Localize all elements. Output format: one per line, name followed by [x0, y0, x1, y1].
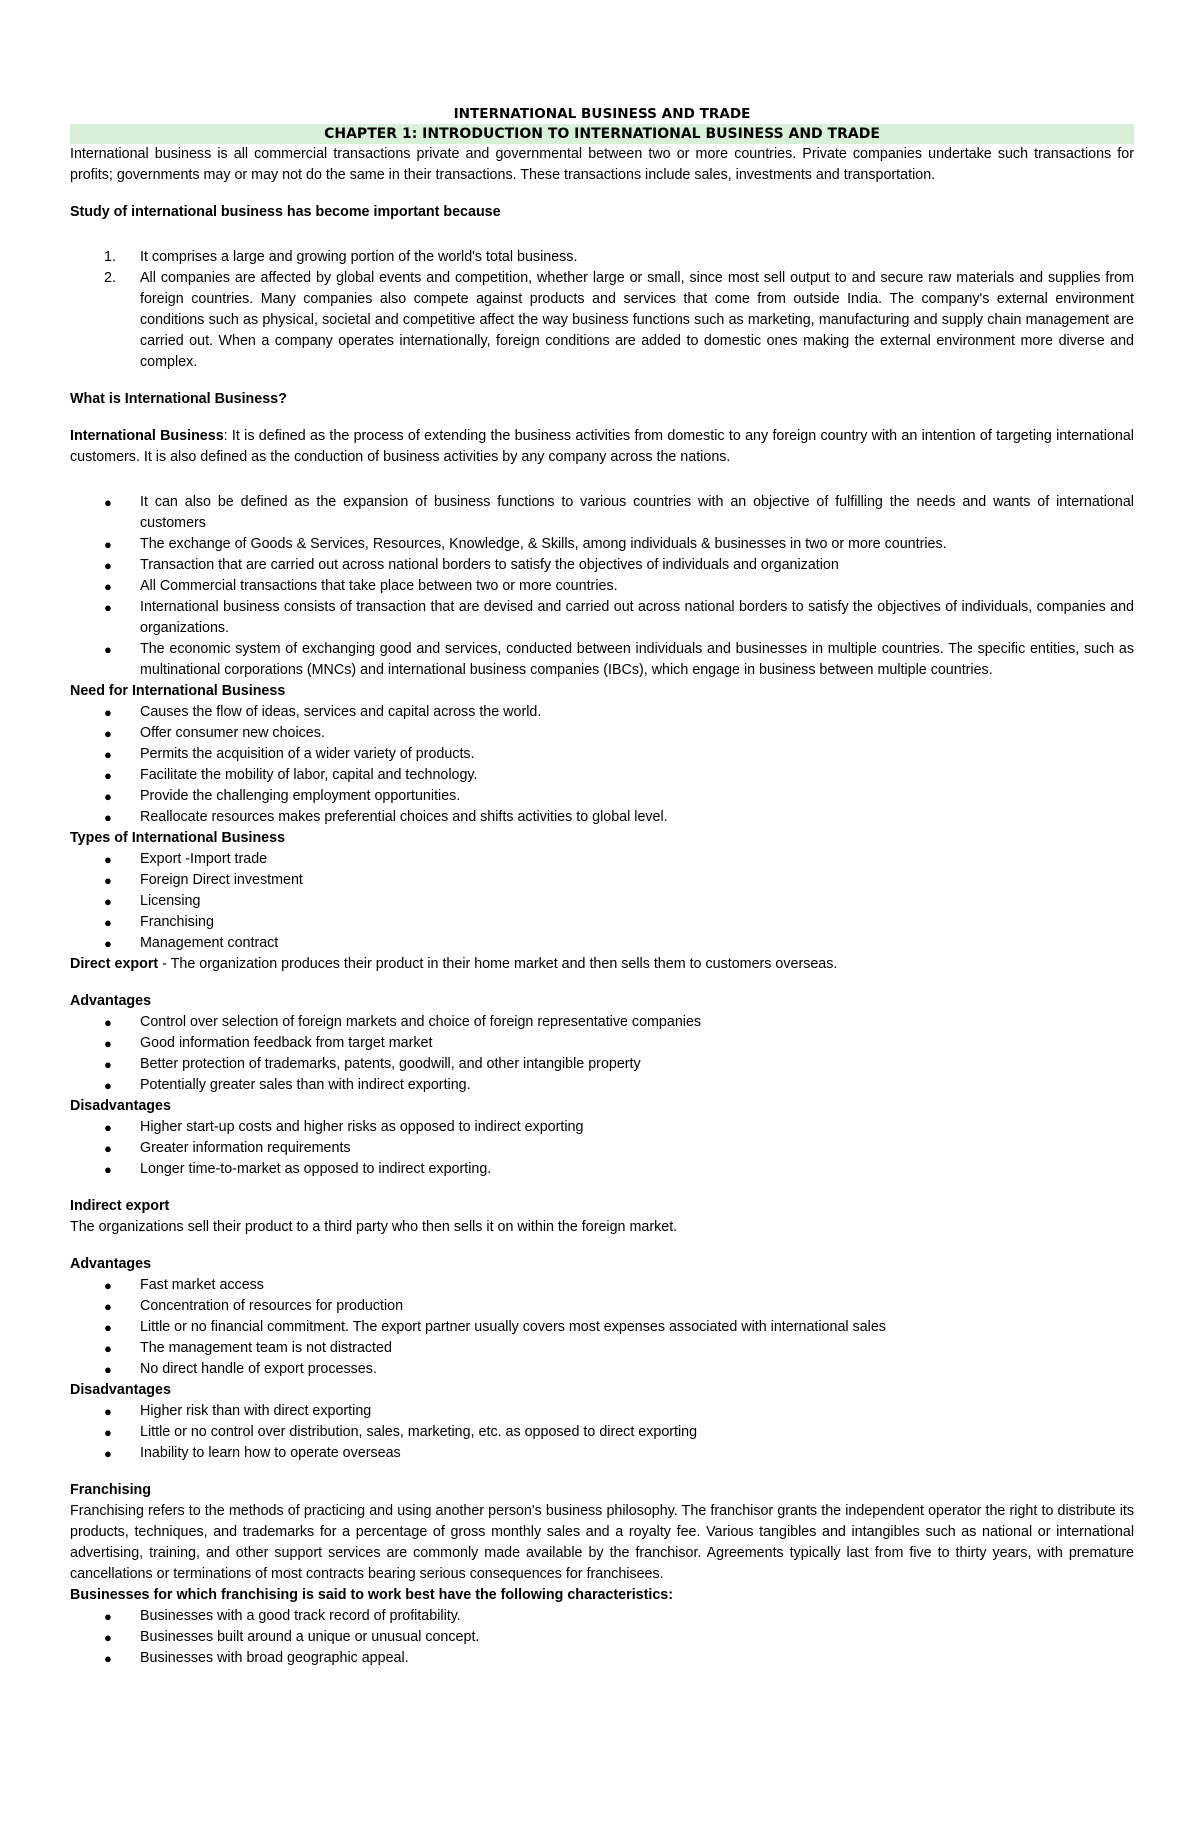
bullet-icon: ● — [104, 1078, 112, 1093]
list-item-text: Higher risk than with direct exporting — [140, 1403, 372, 1419]
list-item — [70, 849, 1134, 870]
list-item-text: No direct handle of export processes. — [140, 1361, 377, 1377]
indirect-disadvantages-bullets — [70, 1401, 1134, 1464]
list-item — [70, 1317, 1134, 1338]
list-item-text: Fast market access — [140, 1277, 264, 1293]
list-item — [70, 891, 1134, 912]
list-item — [70, 1401, 1134, 1422]
list-item-text: The management team is not distracted — [140, 1340, 392, 1356]
bullet-icon: ● — [104, 1299, 112, 1314]
list-item — [70, 1159, 1134, 1180]
list-item — [70, 1422, 1134, 1443]
bullet-icon: ● — [104, 1446, 112, 1461]
list-item-text: Licensing — [140, 893, 201, 909]
list-item — [70, 870, 1134, 891]
list-item-text: Permits the acquisition of a wider variety of products. — [140, 746, 475, 762]
list-item — [70, 1359, 1134, 1380]
list-item-text: Transaction that are carried out across national borders to satisfy the objectives of individuals and organization — [140, 557, 839, 573]
list-item-text: Little or no financial commitment. The export partner usually covers most expenses associated with international sales — [140, 1319, 886, 1335]
indirect-export-text: The organizations sell their product to a third party who then sells it on within the foreign market. — [70, 1219, 678, 1235]
bullet-icon: ● — [104, 1651, 112, 1666]
bullet-icon: ● — [104, 600, 112, 615]
list-item-text: It can also be defined as the expansion of business functions to various countries with an objective of fulfilling the needs and wants of international customers — [140, 494, 1134, 531]
bullet-icon: ● — [104, 1320, 112, 1335]
bullet-icon: ● — [104, 1341, 112, 1356]
bullet-icon: ● — [104, 936, 112, 951]
bullet-icon: ● — [104, 642, 112, 657]
list-item — [70, 1275, 1134, 1296]
list-item — [70, 912, 1134, 933]
list-number: 2. — [104, 270, 116, 286]
franchising-bullets — [70, 1606, 1134, 1669]
document-title: INTERNATIONAL BUSINESS AND TRADE — [453, 106, 751, 122]
bullet-icon: ● — [104, 1162, 112, 1177]
bullet-icon: ● — [104, 1630, 112, 1645]
list-item-text: Control over selection of foreign markets and choice of foreign representative companies — [140, 1014, 702, 1030]
list-item-text: International business consists of transaction that are devised and carried out across national borders to satisfy the objectives of individuals, companies and organizations. — [140, 599, 1134, 636]
intro-paragraph: International business is all commercial transactions private and governmental between two or more countries. Private companies undertake such transactions for profits; governments may or may not do the same in their transactions. These transactions include sales, investments and transportation. — [70, 146, 1134, 183]
list-item — [70, 1012, 1134, 1033]
list-item — [70, 744, 1134, 765]
bullet-icon: ● — [104, 579, 112, 594]
list-item — [70, 1033, 1134, 1054]
list-item-text: Inability to learn how to operate overseas — [140, 1445, 401, 1461]
bullet-icon: ● — [104, 705, 112, 720]
definition-bullets — [70, 492, 1134, 681]
list-item — [70, 597, 1134, 639]
list-item-text: Potentially greater sales than with indirect exporting. — [140, 1077, 471, 1093]
bullet-icon: ● — [104, 1609, 112, 1624]
bullet-icon: ● — [104, 1141, 112, 1156]
list-item — [70, 1054, 1134, 1075]
list-item-text: Businesses with a good track record of profitability. — [140, 1608, 461, 1624]
list-item-text: All companies are affected by global events and competition, whether large or small, since most sell output to and secure raw materials and supplies from foreign countries. Many companies also compete against products and services that come from outside India. The company's external environment conditions such as physical, societal and competitive affect the way business functions such as marketing, manufacturing and supply chain management are carried out. When a company operates internationally, foreign conditions are added to domestic ones making the external environment more diverse and complex. — [140, 270, 1134, 370]
bullet-icon: ● — [104, 558, 112, 573]
list-item — [70, 639, 1134, 681]
list-item — [70, 268, 1134, 373]
chapter-heading: CHAPTER 1: INTRODUCTION TO INTERNATIONAL BUSINESS AND TRADE — [70, 124, 1134, 144]
bullet-icon: ● — [104, 537, 112, 552]
list-item-text: Reallocate resources makes preferential choices and shifts activities to global level. — [140, 809, 668, 825]
bullet-icon: ● — [104, 768, 112, 783]
list-item-text: Franchising — [140, 914, 214, 930]
direct-advantages-heading: Advantages — [70, 993, 152, 1009]
bullet-icon: ● — [104, 915, 112, 930]
list-item — [70, 1117, 1134, 1138]
list-item — [70, 492, 1134, 534]
bullet-icon: ● — [104, 852, 112, 867]
bullet-icon: ● — [104, 894, 112, 909]
list-item-text: Provide the challenging employment opportunities. — [140, 788, 461, 804]
list-item — [70, 807, 1134, 828]
definition-label: International Business — [70, 428, 224, 444]
list-item — [70, 702, 1134, 723]
list-item-text: The exchange of Goods & Services, Resources, Knowledge, & Skills, among individuals & businesses in two or more countries. — [140, 536, 947, 552]
definition-paragraph — [70, 426, 1134, 468]
types-bullets — [70, 849, 1134, 954]
direct-export-paragraph — [70, 954, 1134, 975]
list-item — [70, 534, 1134, 555]
list-item-text: Better protection of trademarks, patents, goodwill, and other intangible property — [140, 1056, 641, 1072]
types-heading: Types of International Business — [70, 830, 286, 846]
list-item-text: Causes the flow of ideas, services and capital across the world. — [140, 704, 542, 720]
list-item-text: Export -Import trade — [140, 851, 268, 867]
franchising-heading: Franchising — [70, 1482, 152, 1498]
bullet-icon: ● — [104, 1057, 112, 1072]
list-item-text: All Commercial transactions that take place between two or more countries. — [140, 578, 618, 594]
indirect-advantages-bullets — [70, 1275, 1134, 1380]
list-item-text: It comprises a large and growing portion of the world's total business. — [140, 249, 578, 265]
bullet-icon: ● — [104, 789, 112, 804]
list-item — [70, 555, 1134, 576]
list-item — [70, 576, 1134, 597]
list-item-text: Longer time-to-market as opposed to indirect exporting. — [140, 1161, 492, 1177]
list-item-text: Businesses with broad geographic appeal. — [140, 1650, 409, 1666]
franchising-paragraph: Franchising refers to the methods of practicing and using another person's business philosophy. The franchisor grants the independent operator the right to distribute its products, techniques, and trademarks for a percentage of gross monthly sales and a royalty fee. Various tangibles and intangibles such as national or international advertising, training, and other support services are commonly made available by the franchisor. Agreements typically last from five to thirty years, with premature cancellations or terminations of most contracts bearing serious consequences for franchisees. — [70, 1503, 1134, 1582]
list-item — [70, 1138, 1134, 1159]
list-item-text: Concentration of resources for production — [140, 1298, 404, 1314]
list-item — [70, 765, 1134, 786]
direct-disadvantages-bullets — [70, 1117, 1134, 1180]
direct-export-label: Direct export — [70, 956, 159, 972]
definition-text: : It is defined as the process of extending the business activities from domestic to any foreign country with an intention of targeting international customers. It is also defined as the conduction of business activities by any company across the nations. — [70, 428, 1134, 465]
list-item-text: Little or no control over distribution, sales, marketing, etc. as opposed to direct exporting — [140, 1424, 698, 1440]
bullet-icon: ● — [104, 1278, 112, 1293]
list-item — [70, 1338, 1134, 1359]
list-item-text: Greater information requirements — [140, 1140, 351, 1156]
bullet-icon: ● — [104, 1036, 112, 1051]
direct-disadvantages-heading: Disadvantages — [70, 1098, 171, 1114]
what-heading: What is International Business? — [70, 391, 287, 407]
list-item-text: Management contract — [140, 935, 279, 951]
bullet-icon: ● — [104, 726, 112, 741]
need-bullets — [70, 702, 1134, 828]
list-item — [70, 1296, 1134, 1317]
bullet-icon: ● — [104, 1015, 112, 1030]
bullet-icon: ● — [104, 873, 112, 888]
list-item — [70, 1606, 1134, 1627]
list-item — [70, 723, 1134, 744]
bullet-icon: ● — [104, 1120, 112, 1135]
bullet-icon: ● — [104, 495, 112, 510]
list-item-text: Businesses built around a unique or unusual concept. — [140, 1629, 480, 1645]
list-item — [70, 1443, 1134, 1464]
study-heading: Study of international business has become important because — [70, 204, 501, 220]
bullet-icon: ● — [104, 1425, 112, 1440]
list-item — [70, 786, 1134, 807]
list-item-text: Foreign Direct investment — [140, 872, 303, 888]
franchising-characteristics-heading: Businesses for which franchising is said to work best have the following characteristics: — [70, 1587, 674, 1603]
indirect-disadvantages-heading: Disadvantages — [70, 1382, 171, 1398]
list-item-text: Facilitate the mobility of labor, capital and technology. — [140, 767, 478, 783]
list-number: 1. — [104, 249, 116, 265]
list-item — [70, 1075, 1134, 1096]
bullet-icon: ● — [104, 747, 112, 762]
list-item-text: Offer consumer new choices. — [140, 725, 325, 741]
direct-advantages-bullets — [70, 1012, 1134, 1096]
bullet-icon: ● — [104, 1404, 112, 1419]
list-item-text: Good information feedback from target market — [140, 1035, 433, 1051]
document-page — [70, 104, 1134, 1669]
list-item-text: The economic system of exchanging good and services, conducted between individuals and businesses in multiple countries. The specific entities, such as multinational corporations (MNCs) and international business companies (IBCs), which engage in business between multiple countries. — [140, 641, 1134, 678]
direct-export-text: - The organization produces their product in their home market and then sells them to customers overseas. — [158, 956, 838, 972]
study-list — [70, 247, 1134, 373]
list-item — [70, 1627, 1134, 1648]
bullet-icon: ● — [104, 810, 112, 825]
need-heading: Need for International Business — [70, 683, 286, 699]
indirect-export-heading: Indirect export — [70, 1198, 170, 1214]
bullet-icon: ● — [104, 1362, 112, 1377]
indirect-advantages-heading: Advantages — [70, 1256, 152, 1272]
list-item — [70, 247, 1134, 268]
list-item — [70, 933, 1134, 954]
list-item-text: Higher start-up costs and higher risks as opposed to indirect exporting — [140, 1119, 584, 1135]
list-item — [70, 1648, 1134, 1669]
